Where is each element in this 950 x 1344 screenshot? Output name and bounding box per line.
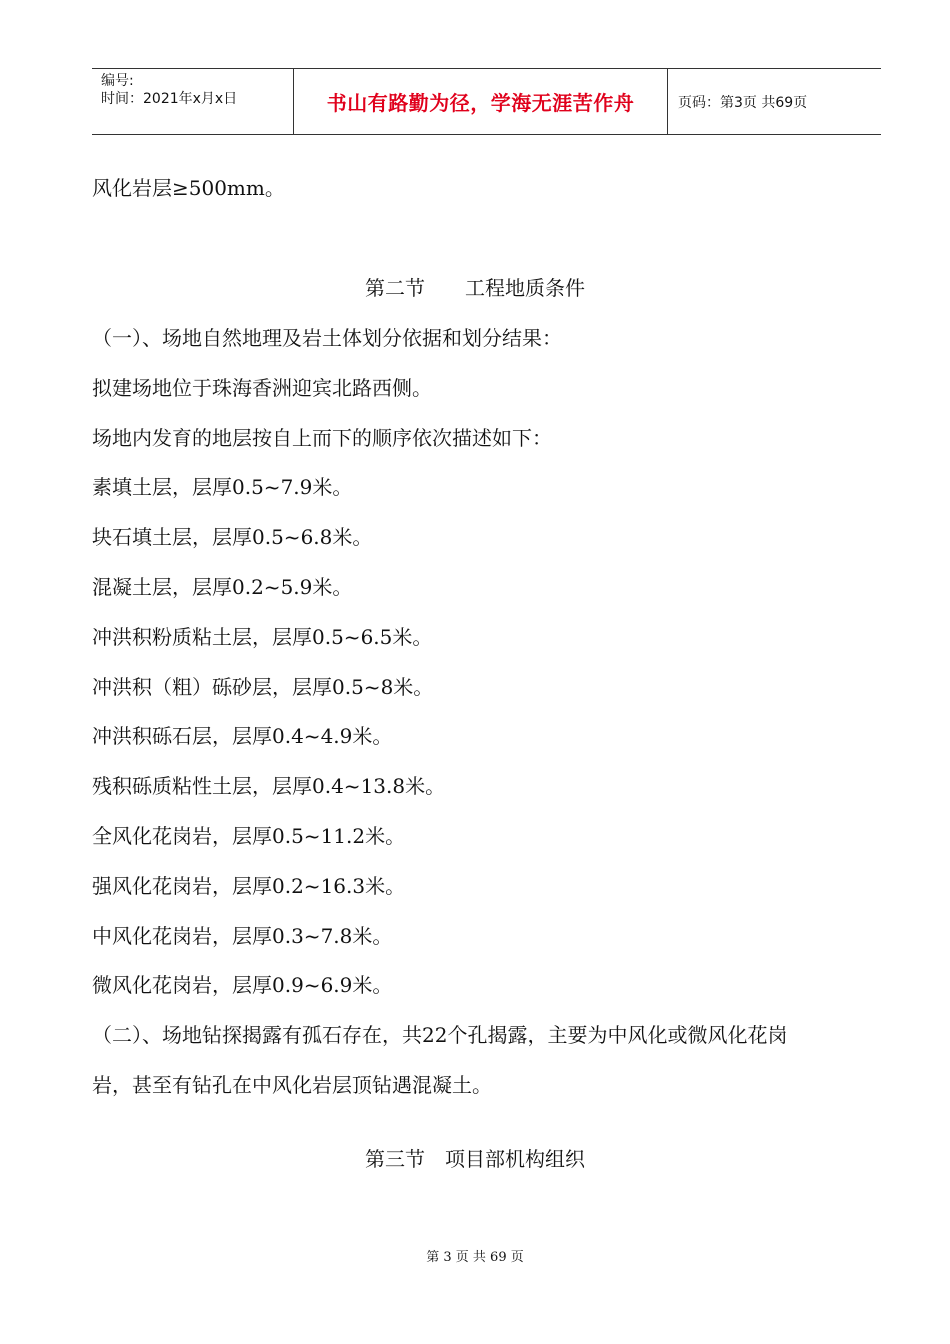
page-header	[92, 68, 881, 135]
paragraph-3: 场地内发育的地层按自上而下的顺序依次描述如下：	[92, 426, 552, 450]
page-footer: 第 3 页 共 69 页	[426, 1250, 524, 1265]
text-line: 风化岩层≥500mm。	[92, 176, 285, 200]
layer-item: 素填土层，层厚0.5~7.9米。	[92, 475, 353, 499]
layer-item: 残积砾质粘性土层，层厚0.4~13.8米。	[92, 774, 446, 798]
layer-item: 冲洪积粉质粘土层，层厚0.5~6.5米。	[92, 625, 433, 649]
section-3-title: 第三节 项目部机构组织	[365, 1147, 585, 1171]
layer-item: 中风化花岗岩，层厚0.3~7.8米。	[92, 924, 393, 948]
layer-item: 冲洪积（粗）砾砂层，层厚0.5~8米。	[92, 675, 434, 699]
header-meta	[92, 69, 293, 134]
layer-item: 块石填土层，层厚0.5~6.8米。	[92, 525, 373, 549]
serial-label: 编号:	[101, 73, 134, 89]
paragraph-2: 拟建场地位于珠海香洲迎宾北路西侧。	[92, 376, 432, 400]
paragraph-4-line-2: 岩，甚至有钻孔在中风化岩层顶钻遇混凝土。	[92, 1073, 492, 1097]
layer-item: 混凝土层，层厚0.2~5.9米。	[92, 575, 353, 599]
paragraph-4-line-1: （二）、场地钻探揭露有孤石存在，共22个孔揭露，主要为中风化或微风化花岗	[92, 1023, 788, 1047]
section-2-title: 第二节 工程地质条件	[365, 276, 585, 300]
paragraph-1: （一）、场地自然地理及岩土体划分依据和划分结果：	[92, 326, 562, 350]
layer-item: 全风化花岗岩，层厚0.5~11.2米。	[92, 824, 406, 848]
header-page-info: 页码：第3页 共69页	[678, 94, 808, 111]
layer-item: 强风化花岗岩，层厚0.2~16.3米。	[92, 874, 406, 898]
header-motto: 书山有路勤为径，学海无涯苦作舟	[293, 69, 668, 134]
layer-item: 微风化花岗岩，层厚0.9~6.9米。	[92, 973, 393, 997]
layer-item: 冲洪积砾石层，层厚0.4~4.9米。	[92, 724, 393, 748]
time-label: 时间：2021年x月x日	[101, 91, 238, 107]
